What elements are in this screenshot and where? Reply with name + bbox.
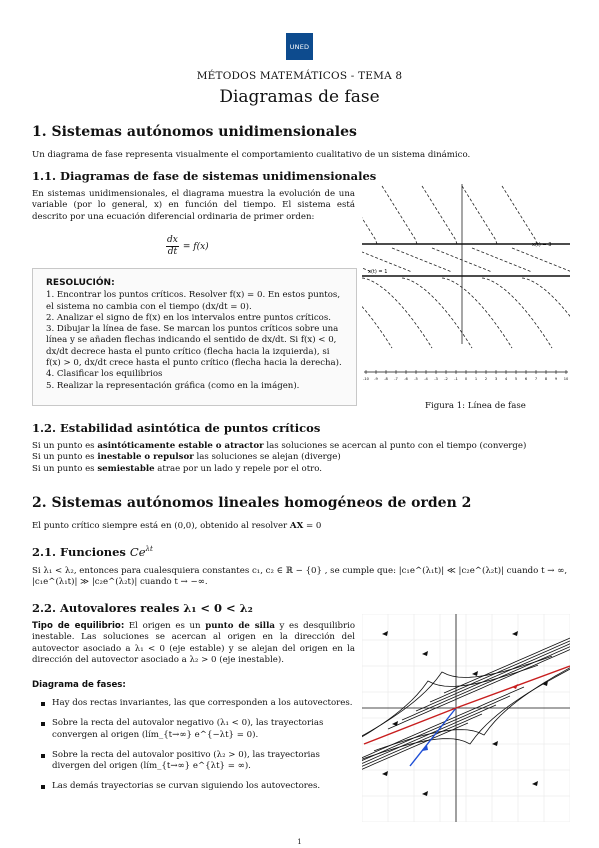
resolution-step: 4. Clasificar los equilibrios — [46, 369, 163, 380]
text: las soluciones se alejan (diverge) — [193, 452, 341, 463]
equilibrium-type-label: Tipo de equilibrio: — [32, 621, 125, 631]
ode-equation — [166, 235, 209, 258]
solution-curve-upper — [382, 186, 452, 244]
solution-curve-lower — [442, 278, 512, 348]
phase-line-tick-label: 10 — [563, 377, 569, 381]
figure-1-caption: Figura 1: Línea de fase — [425, 401, 526, 411]
section-2-1-heading: 2.1. Funciones $Ce^{\lambda t}$ — [32, 545, 153, 559]
solution-curve-lower — [522, 278, 570, 348]
phase-line-tick-label: 8 — [544, 377, 548, 381]
solution-curve-upper — [502, 186, 570, 244]
bullet-item: Sobre la recta del autovalor positivo (λ₂ > 0), las trayectorias divergen del origen (lím_{t→∞} e^{λt} = ∞). — [38, 750, 356, 773]
phase-line-tick-label: 4 — [504, 377, 508, 381]
solution-curve-lower — [362, 278, 432, 348]
resolution-step: 2. Analizar el signo de f(x) en los intervalos entre puntos críticos. — [46, 312, 331, 323]
text: las soluciones se acercan al punto con el tiempo (converge) — [263, 441, 527, 451]
phase-line-tick-label: 1 — [474, 377, 478, 381]
term-semistable: semiestable — [97, 463, 155, 474]
phase-line-tick-label: 3 — [494, 377, 498, 381]
bullet-item: Sobre la recta del autovalor negativo (λ₁ < 0), las trayectorias convergen al origen (lím_{t→∞} e^{−λt} = 0). — [38, 718, 356, 741]
section-1-2-heading: 1.2. Estabilidad asintótica de puntos críticos — [32, 421, 321, 435]
saddle-phase-portrait — [362, 614, 570, 822]
term-attractor: asintóticamente estable o atractor — [97, 441, 264, 451]
uned-logo — [286, 33, 313, 60]
figure-1-phase-line — [362, 184, 570, 384]
page-number: 1 — [297, 838, 302, 846]
section-1-1-heading: 1.1. Diagramas de fase de sistemas unidimensionales — [32, 169, 377, 183]
section-2-1-text: Si λ₁ < λ₂, entonces para cualesquiera constantes c₁, c₂ ∈ ℝ − {0} , se cumple que: |c₁e^(λ₁t)| ≪ |c₂e^(λ₂t)| cuando t → ∞, |c₁e^(λ₁t)| ≫ |c₂e^(λ₂t)| cuando t → −∞. — [32, 566, 568, 588]
phase-line-tick-label: -8 — [384, 377, 388, 381]
stability-line-3 — [32, 464, 577, 475]
phase-line-tick-label: -3 — [434, 377, 438, 381]
solution-curve-upper — [362, 186, 372, 244]
solution-curve-lower — [362, 278, 392, 348]
text: y es desquilibrio inestable. Las soluciones se acercan al origen en la dirección del autovector asociado a λ₁ < 0 (eje estable) y se alejan del origen en la dirección del autovector asociado a λ₂ > 0 (eje inestable). — [32, 621, 355, 665]
term-saddle: punto de silla — [205, 621, 275, 631]
stability-line-1 — [32, 441, 577, 452]
solution-curve-middle — [512, 248, 570, 272]
phase-line-tick-label: 9 — [554, 377, 558, 381]
solution-curve-upper — [462, 186, 532, 244]
heading-math: Ce — [129, 545, 146, 559]
saddle-description — [32, 621, 355, 666]
solution-curve-upper — [422, 186, 492, 244]
solution-curve-middle — [472, 248, 532, 272]
logo-text: UNED — [289, 42, 310, 51]
resolution-title: RESOLUCIÓN: — [46, 278, 115, 288]
eq-numerator: dx — [167, 235, 178, 245]
phase-line-tick-label: -4 — [424, 377, 428, 381]
phase-line-tick-label: 2 — [484, 377, 488, 381]
section-2-intro — [32, 521, 321, 532]
phase-line-tick-label: -6 — [404, 377, 408, 381]
phase-line-tick-label: -2 — [444, 377, 448, 381]
section-1-1-text: En sistemas unidimensionales, el diagrama muestra la evolución de una variable (por lo general, x) en función del tiempo. El sistema está descrito por una ecuación diferencial ordinaria de primer orden: — [32, 189, 355, 222]
phase-line-tick-label: 5 — [514, 377, 518, 381]
eq-denominator: dt — [167, 247, 178, 257]
text: El punto crítico siempre está en (0,0), obtenido al resolver — [32, 521, 290, 531]
bullet-item: Hay dos rectas invariantes, las que corresponden a los autovectores. — [38, 698, 356, 709]
solution-curve-middle — [392, 248, 452, 272]
section-2-2-heading: 2.2. Autovalores reales λ₁ < 0 < λ₂ — [32, 601, 253, 615]
equilibrium-label-upper: x(t) = 3 — [532, 242, 552, 248]
resolution-step: 3. Dibujar la línea de fase. Se marcan los puntos críticos sobre una línea y se añaden flechas indicando el sentido de dx/dt. Si f(x) < 0, dx/dt decrece hasta el punto crítico (flecha hacia la izquierda), si f(x) > 0, dx/dt crece hasta el punto crítico (flecha hacia la derecha). — [46, 324, 342, 369]
phase-line-tick-label: -5 — [414, 377, 418, 381]
solution-curve-upper — [362, 186, 412, 244]
equilibrium-label-lower: x(t) = 1 — [368, 269, 388, 275]
page-title: Diagramas de fase — [219, 87, 380, 107]
phase-line-tick-label: -7 — [394, 377, 398, 381]
phase-diagram-bullets — [38, 698, 356, 802]
course-title: MÉTODOS MATEMÁTICOS - TEMA 8 — [196, 70, 403, 82]
solution-curve-lower — [482, 278, 552, 348]
text: El origen es un — [124, 621, 206, 631]
solution-curve-lower — [402, 278, 472, 348]
phase-line-tick-label: -9 — [374, 377, 378, 381]
text: atrae por un lado y repele por el otro. — [154, 463, 323, 474]
resolution-step: 5. Realizar la representación gráfica (como en la imágen). — [46, 380, 300, 391]
resolution-step: 1. Encontrar los puntos críticos. Resolver f(x) = 0. En estos puntos, el sistema no cambia con el tiempo (dx/dt = 0). — [46, 290, 341, 312]
text: Si un punto es — [32, 452, 98, 463]
phase-line-tick-label: 0 — [464, 377, 468, 381]
text: Si un punto es — [32, 463, 98, 474]
resolution-box — [32, 268, 357, 406]
stability-list — [32, 441, 577, 475]
section-2-heading: 2. Sistemas autónomos lineales homogéneos de orden 2 — [32, 495, 472, 511]
section-1-heading: 1. Sistemas autónomos unidimensionales — [32, 124, 357, 140]
phase-line-tick-label: -1 — [454, 377, 458, 381]
phase-line-tick-label: 7 — [534, 377, 538, 381]
phase-line-tick-label: -10 — [363, 377, 369, 381]
matrix-ax: AX — [289, 521, 304, 531]
phase-diagram-title: Diagrama de fases: — [32, 680, 126, 690]
phase-line-tick-label: 6 — [524, 377, 528, 381]
text: = 0 — [303, 521, 322, 531]
bullet-item: Las demás trayectorias se curvan siguiendo los autovectores. — [38, 781, 356, 792]
eq-rhs: = f(x) — [182, 241, 209, 252]
stability-line-2 — [32, 452, 577, 463]
text: 2.1. Funciones — [32, 545, 130, 559]
term-repulsor: inestable o repulsor — [97, 452, 194, 463]
text: Si un punto es — [32, 441, 98, 451]
section-1-intro: Un diagrama de fase representa visualmente el comportamiento cualitativo de un sistema dinámico. — [32, 150, 471, 160]
